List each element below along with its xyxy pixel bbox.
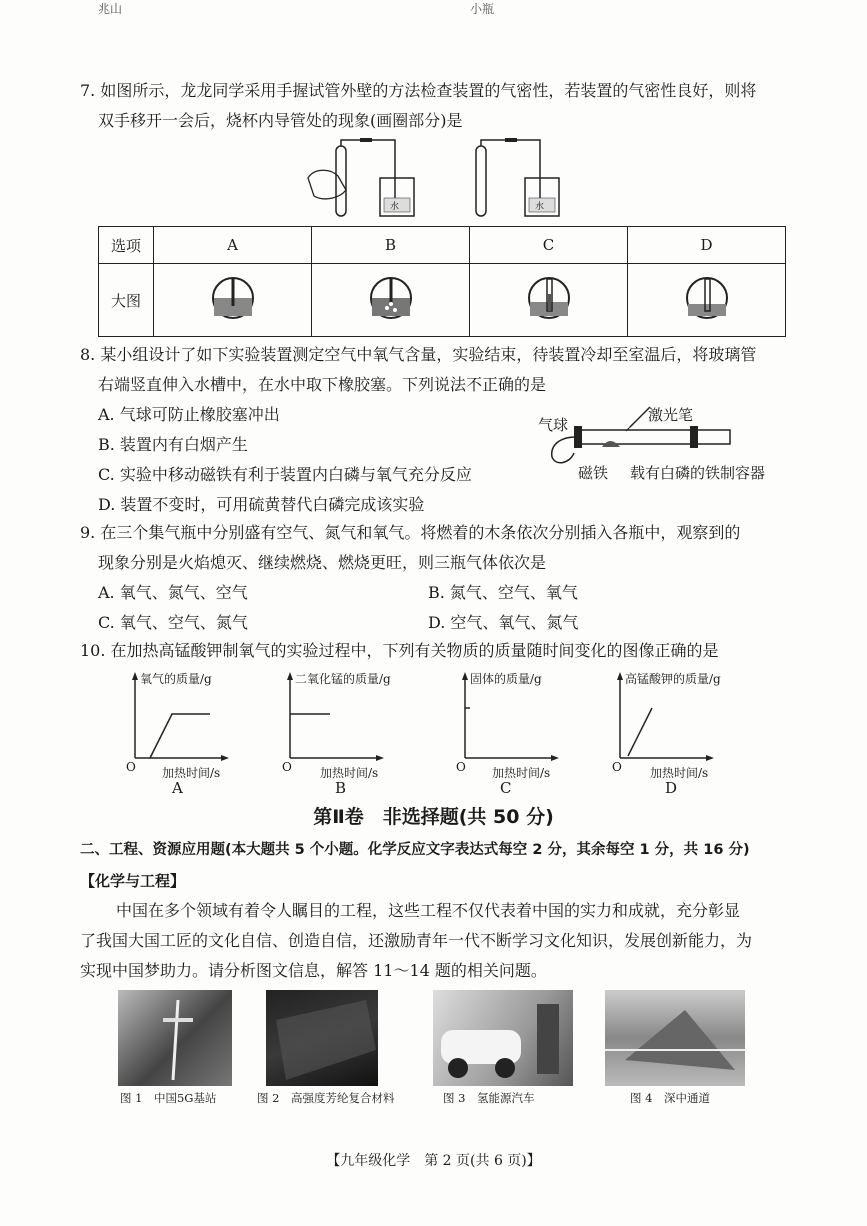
figure-2-caption: 图 2 高强度芳纶复合材料 [257,1091,395,1105]
figure-1-5g-base-station [118,990,232,1086]
circle-a [211,276,255,320]
graph-c-origin: O [456,760,466,774]
figure-1-caption: 图 1 中国5G基站 [120,1091,217,1105]
label-magnet: 磁铁 [578,464,609,482]
q9-option-a[interactable]: A. 氧气、氮气、空气 [98,583,248,602]
header-scrap-left: 兆山 [98,2,123,16]
right-apparatus [476,138,559,216]
table-row-label: 大图 [99,264,154,337]
figure-2-aramid-composite [266,990,378,1086]
graph-d-letter[interactable]: D [665,779,678,797]
q9-option-d[interactable]: D. 空气、氧气、氮气 [428,613,579,632]
option-d-image[interactable] [628,264,786,337]
q8-stem-line2: 右端竖直伸入水槽中，在水中取下橡胶塞。下列说法不正确的是 [98,375,547,394]
graph-d-xlabel: 加热时间/s [650,766,709,780]
header-scrap-right: 小瓶 [470,2,495,16]
q8-option-d[interactable]: D. 装置不变时，可用硫黄替代白磷完成该实验 [98,495,425,514]
figure-4-caption: 图 4 深中通道 [630,1091,710,1105]
q9-option-b[interactable]: B. 氮气、空气、氧气 [428,583,578,602]
circle-d [685,276,729,320]
figure-4-shenzhen-zhongshan-link [605,990,745,1086]
graph-a-xlabel: 加热时间/s [162,766,221,780]
para-line1: 中国在多个领域有着令人瞩目的工程，这些工程不仅代表着中国的实力和成就，充分彰显 [116,901,741,920]
table-header-cell: 选项 [99,227,154,264]
graph-c-ylabel: 固体的质量/g [470,672,542,686]
option-c-label[interactable]: C [470,227,628,264]
graph-b-xlabel: 加热时间/s [320,766,379,780]
circle-c [527,276,571,320]
q8-option-b[interactable]: B. 装置内有白烟产生 [98,435,248,454]
figure-3-caption: 图 3 氢能源汽车 [443,1091,535,1105]
beaker-label-left: 水 [390,202,400,212]
q9-stem-line2: 现象分别是火焰熄灭、继续燃烧、燃烧更旺，则三瓶气体依次是 [98,553,547,572]
label-balloon: 气球 [538,416,569,434]
q7-stem-line2: 双手移开一会后，烧杯内导管处的现象(画圈部分)是 [98,111,463,130]
graph-b-ylabel: 二氧化锰的质量/g [295,672,391,686]
label-container: 载有白磷的铁制容器 [630,464,766,482]
graph-c-xlabel: 加热时间/s [492,766,551,780]
option-b-image[interactable] [312,264,470,337]
q8-option-c[interactable]: C. 实验中移动磁铁有利于装置内白磷与氧气充分反应 [98,465,472,484]
label-laser: 激光笔 [648,406,694,424]
q10-graphs [100,668,800,808]
graph-a-letter[interactable]: A [172,779,183,797]
beaker-label-right: 水 [535,202,545,212]
option-d-label[interactable]: D [628,227,786,264]
q8-stem-line1: 8. 某小组设计了如下实验装置测定空气中氧气含量，实验结束，待装置冷却至室温后，将玻璃管 [80,345,757,364]
q9-stem-line1: 9. 在三个集气瓶中分别盛有空气、氮气和氧气。将燃着的木条依次分别插入各瓶中，观察到的 [80,523,741,542]
graph-b-letter[interactable]: B [335,779,347,797]
graph-a-origin: O [126,760,136,774]
graph-b-origin: O [282,760,292,774]
option-c-image[interactable] [470,264,628,337]
page-footer: 【九年级化学 第 2 页(共 6 页)】 [326,1153,541,1169]
graph-c-letter[interactable]: C [500,779,512,797]
graph-d-origin: O [612,760,622,774]
graph-a-ylabel: 氧气的质量/g [140,672,212,686]
para-line2: 了我国大国工匠的文化自信、创造自信，还激励青年一代不断学习文化知识，发展创新能力，为 [80,931,753,950]
figure-3-hydrogen-car [433,990,573,1086]
part-header: 二、工程、资源应用题(本大题共 5 个小题。化学反应文字表达式每空 2 分，其余每空 1 分，共 16 分) [80,842,750,858]
section-title: 第Ⅱ卷 非选择题(共 50 分) [313,806,554,828]
q8-option-a[interactable]: A. 气球可防止橡胶塞冲出 [98,405,280,424]
q7-options-table [98,226,786,337]
circle-b [369,276,413,320]
subheader: 【化学与工程】 [80,872,186,890]
option-a-label[interactable]: A [154,227,312,264]
option-a-image[interactable] [154,264,312,337]
option-b-label[interactable]: B [312,227,470,264]
graph-d-ylabel: 高锰酸钾的质量/g [625,672,721,686]
para-line3: 实现中国梦助力。请分析图文信息，解答 11～14 题的相关问题。 [80,961,547,980]
q7-apparatus-diagram [300,138,580,226]
q9-option-c[interactable]: C. 氧气、空气、氮气 [98,613,248,632]
q10-stem: 10. 在加热高锰酸钾制氧气的实验过程中，下列有关物质的质量随时间变化的图像正确的是 [80,641,719,660]
q7-stem-line1: 7. 如图所示，龙龙同学采用手握试管外壁的方法检查装置的气密性，若装置的气密性良好，则将 [80,81,757,100]
